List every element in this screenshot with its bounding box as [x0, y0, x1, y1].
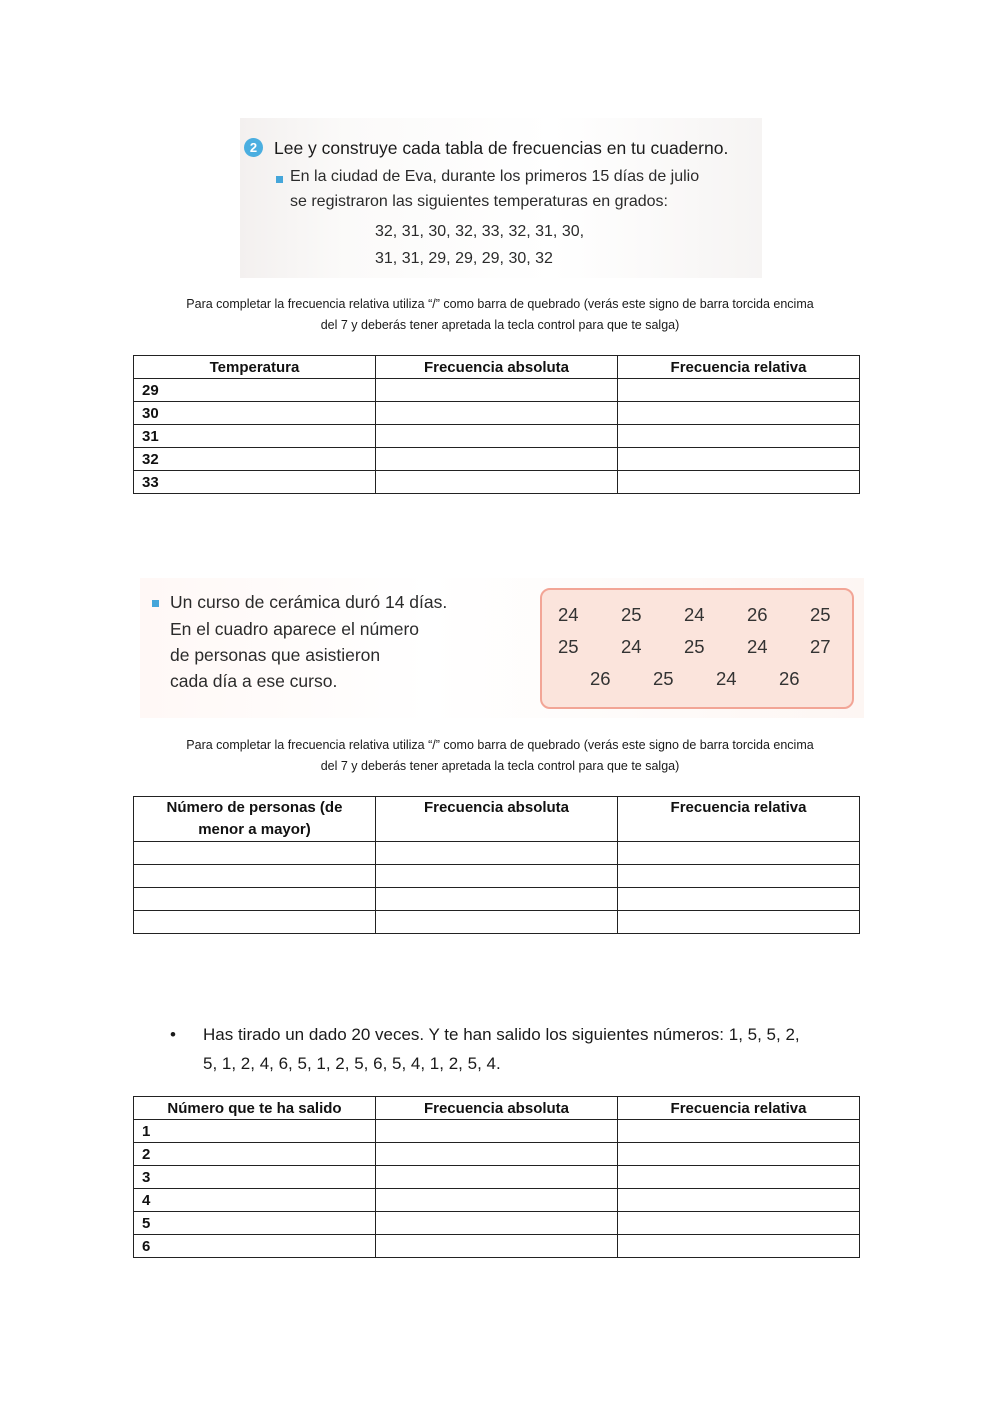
relative-frequency-cell[interactable] — [618, 1143, 860, 1166]
excerpt-line: Un curso de cerámica duró 14 días. — [170, 592, 448, 612]
dice-question-line: 5, 1, 2, 4, 6, 5, 1, 2, 5, 6, 5, 4, 1, 2, 5, 4. — [203, 1054, 501, 1073]
value-cell[interactable] — [134, 911, 376, 934]
row-label: 31 — [134, 425, 376, 448]
table-row — [134, 1120, 860, 1143]
absolute-frequency-cell[interactable] — [376, 448, 618, 471]
table-row — [134, 448, 860, 471]
relative-frequency-cell[interactable] — [618, 842, 860, 865]
instructions — [140, 735, 860, 777]
table-row — [134, 1189, 860, 1212]
table-row — [134, 402, 860, 425]
relative-frequency-cell[interactable] — [618, 1212, 860, 1235]
column-header: Frecuencia absoluta — [376, 356, 618, 379]
value-cell[interactable] — [134, 865, 376, 888]
relative-frequency-cell[interactable] — [618, 402, 860, 425]
attendance-value: 24 — [716, 668, 737, 689]
table-header-row — [134, 797, 860, 842]
relative-frequency-cell[interactable] — [618, 1120, 860, 1143]
row-label: 3 — [134, 1166, 376, 1189]
square-bullet-icon — [276, 176, 283, 183]
attendance-value: 24 — [621, 636, 642, 657]
relative-frequency-cell[interactable] — [618, 865, 860, 888]
relative-frequency-cell[interactable] — [618, 1235, 860, 1258]
textbook-excerpt-ceramics — [140, 578, 864, 718]
row-label: 6 — [134, 1235, 376, 1258]
attendance-frequency-table — [133, 796, 860, 934]
row-label: 2 — [134, 1143, 376, 1166]
absolute-frequency-cell[interactable] — [376, 888, 618, 911]
absolute-frequency-cell[interactable] — [376, 1120, 618, 1143]
attendance-value: 27 — [810, 636, 831, 657]
excerpt-line: En el cuadro aparece el número — [170, 619, 420, 639]
absolute-frequency-cell[interactable] — [376, 911, 618, 934]
excerpt-line: cada día a ese curso. — [170, 671, 338, 691]
column-header: Frecuencia relativa — [618, 1097, 860, 1120]
column-header-line: Número de personas (de — [166, 799, 343, 816]
table-header-row — [134, 356, 860, 379]
relative-frequency-cell[interactable] — [618, 911, 860, 934]
table-row — [134, 865, 860, 888]
absolute-frequency-cell[interactable] — [376, 1143, 618, 1166]
attendance-value: 25 — [621, 604, 642, 625]
relative-frequency-cell[interactable] — [618, 379, 860, 402]
column-header-line: menor a mayor) — [198, 821, 311, 838]
table-header-row — [134, 1097, 860, 1120]
column-header — [134, 797, 376, 842]
row-label: 29 — [134, 379, 376, 402]
temperature-data: 32, 31, 30, 32, 33, 32, 31, 30, — [375, 223, 585, 240]
square-bullet-icon — [152, 600, 159, 607]
table-row — [134, 888, 860, 911]
instructions-line: Para completar la frecuencia relativa utiliza “/” como barra de quebrado (verás este signo de barra torcida encima — [186, 738, 814, 752]
table-row — [134, 425, 860, 448]
dice-question-line: Has tirado un dado 20 veces. Y te han salido los siguientes números: 1, 5, 5, 2, — [203, 1025, 800, 1044]
row-label: 32 — [134, 448, 376, 471]
textbook-excerpt-temperatures — [240, 118, 762, 278]
attendance-value: 26 — [747, 604, 768, 625]
column-header: Frecuencia relativa — [618, 797, 860, 842]
row-label: 5 — [134, 1212, 376, 1235]
table-row — [134, 471, 860, 494]
attendance-value: 24 — [558, 604, 579, 625]
instructions — [140, 294, 860, 336]
table-row — [134, 1235, 860, 1258]
column-header: Número que te ha salido — [134, 1097, 376, 1120]
excerpt-line: de personas que asistieron — [170, 645, 381, 665]
absolute-frequency-cell[interactable] — [376, 1166, 618, 1189]
row-label: 33 — [134, 471, 376, 494]
row-label: 4 — [134, 1189, 376, 1212]
temperature-frequency-table — [133, 355, 860, 494]
absolute-frequency-cell[interactable] — [376, 1235, 618, 1258]
absolute-frequency-cell[interactable] — [376, 471, 618, 494]
relative-frequency-cell[interactable] — [618, 471, 860, 494]
table-row — [134, 1166, 860, 1189]
bullet-icon: • — [170, 1025, 176, 1044]
table-row — [134, 1143, 860, 1166]
absolute-frequency-cell[interactable] — [376, 1212, 618, 1235]
attendance-value: 25 — [684, 636, 705, 657]
instructions-line: del 7 y deberás tener apretada la tecla control para que te salga) — [320, 759, 680, 773]
value-cell[interactable] — [134, 888, 376, 911]
absolute-frequency-cell[interactable] — [376, 1189, 618, 1212]
table-row — [134, 842, 860, 865]
row-label: 1 — [134, 1120, 376, 1143]
absolute-frequency-cell[interactable] — [376, 865, 618, 888]
column-header: Frecuencia relativa — [618, 356, 860, 379]
relative-frequency-cell[interactable] — [618, 448, 860, 471]
table-row — [134, 911, 860, 934]
attendance-value: 24 — [684, 604, 705, 625]
attendance-value: 26 — [779, 668, 800, 689]
attendance-value: 25 — [558, 636, 579, 657]
temperature-data: 31, 31, 29, 29, 29, 30, 32 — [375, 250, 553, 267]
absolute-frequency-cell[interactable] — [376, 379, 618, 402]
absolute-frequency-cell[interactable] — [376, 402, 618, 425]
column-header: Temperatura — [134, 356, 376, 379]
table-row — [134, 379, 860, 402]
column-header: Frecuencia absoluta — [376, 1097, 618, 1120]
row-label: 30 — [134, 402, 376, 425]
table-row — [134, 1212, 860, 1235]
relative-frequency-cell[interactable] — [618, 888, 860, 911]
absolute-frequency-cell[interactable] — [376, 425, 618, 448]
attendance-value: 25 — [810, 604, 831, 625]
column-header: Frecuencia absoluta — [376, 797, 618, 842]
attendance-value: 26 — [590, 668, 611, 689]
attendance-value: 24 — [747, 636, 768, 657]
relative-frequency-cell[interactable] — [618, 425, 860, 448]
instructions-line: del 7 y deberás tener apretada la tecla control para que te salga) — [320, 318, 680, 332]
excerpt-line: En la ciudad de Eva, durante los primeros 15 días de julio — [290, 168, 700, 185]
absolute-frequency-cell[interactable] — [376, 842, 618, 865]
relative-frequency-cell[interactable] — [618, 1189, 860, 1212]
attendance-data-box — [540, 588, 854, 709]
attendance-value: 25 — [653, 668, 674, 689]
instructions-line: Para completar la frecuencia relativa utiliza “/” como barra de quebrado (verás este signo de barra torcida encima — [186, 297, 814, 311]
excerpt-line: se registraron las siguientes temperaturas en grados: — [290, 193, 668, 210]
dice-question-text — [203, 1020, 863, 1078]
exercise-number-badge: 2 — [244, 138, 263, 157]
exercise-heading: Lee y construye cada tabla de frecuencias en tu cuaderno. — [274, 138, 729, 158]
relative-frequency-cell[interactable] — [618, 1166, 860, 1189]
dice-frequency-table — [133, 1096, 860, 1258]
value-cell[interactable] — [134, 842, 376, 865]
